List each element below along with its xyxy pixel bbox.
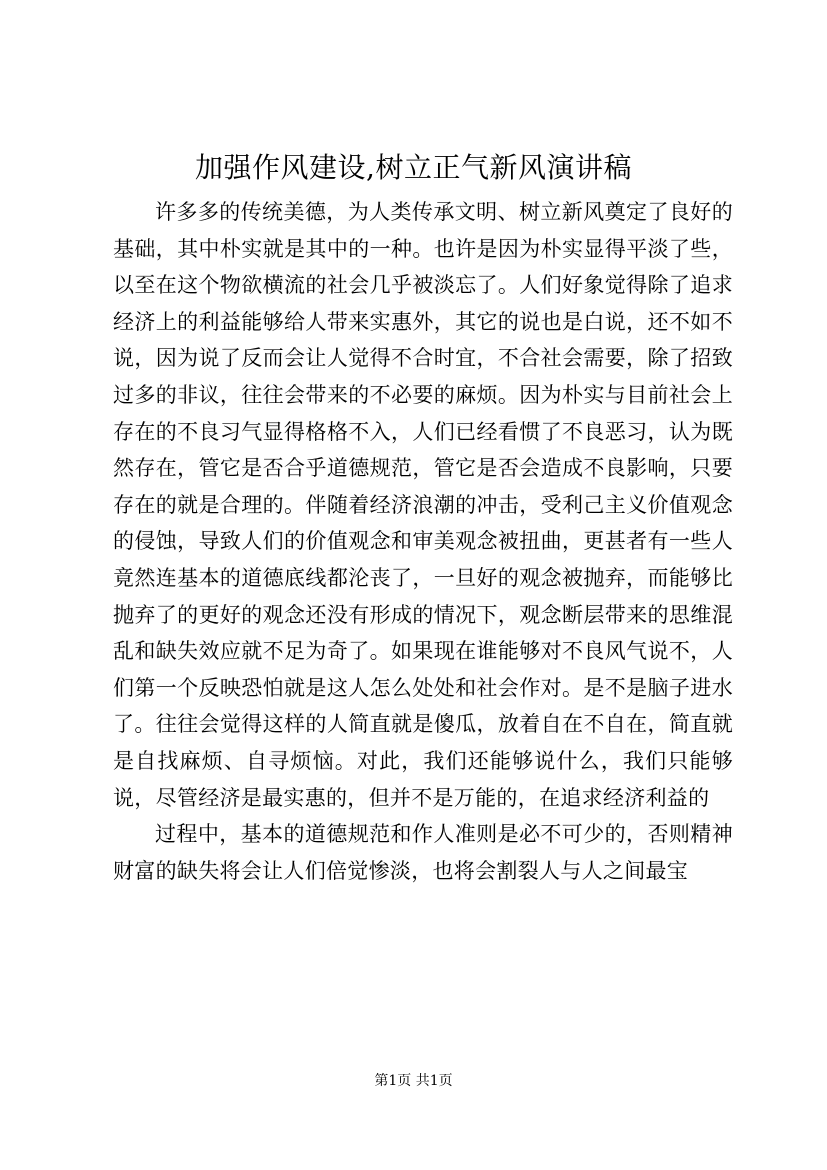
body-paragraph-1: 许多多的传统美德，为人类传承文明、树立新风奠定了良好的基础，其中朴实就是其中的一种。也许是因为朴实显得平淡了些，以至在这个物欲横流的社会几乎被淡忘了。人们好象觉得除了追求经济上的利益能够给人带来实惠外，其它的说也是白说，还不如不说，因为说了反而会让人觉得不合时宜，不合社会需要，除了招致过多的非议，往往会带来的不必要的麻烦。因为朴实与目前社会上存在的不良习气显得格格不入，人们已经看惯了不良恶习，认为既然存在，管它是否合乎道德规范，管它是否会造成不良影响，只要存在的就是合理的。伴随着经济浪潮的冲击，受利己主义价值观念的侵蚀，导致人们的价值观念和审美观念被扭曲，更甚者有一些人竟然连基本的道德底线都沦丧了，一旦好的观念被抛弃，而能够比抛弃了的更好的观念还没有形成的情况下，观念断层带来的思维混乱和缺失效应就不足为奇了。如果现在谁能够对不良风气说不，人们第一个反映恐怕就是这人怎么处处和社会作对。是不是脑子进水了。往往会觉得这样的人简直就是傻瓜，放着自在不自在，简直就是自找麻烦、自寻烦恼。对此，我们还能够说什么，我们只能够说，尽管经济是最实惠的，但并不是万能的，在追求经济利益的 — [113, 200, 733, 810]
page-number-footer: 第1页 共1页 — [374, 1073, 453, 1089]
document-body — [113, 194, 733, 889]
document-title: 加强作风建设,树立正气新风演讲稿 — [195, 151, 632, 184]
body-paragraph-2: 过程中，基本的道德规范和作人准则是必不可少的，否则精神财富的缺失将会让人们倍觉惨淡，也将会割裂人与人之间最宝 — [113, 822, 733, 883]
